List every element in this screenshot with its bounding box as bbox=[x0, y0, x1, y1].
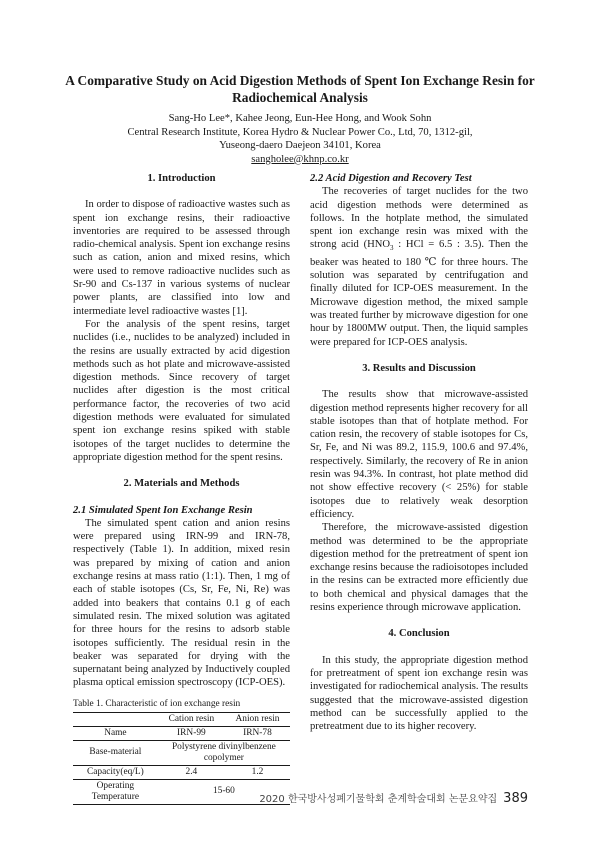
table-cell-base-material: Polystyrene divinylbenzene copolymer bbox=[158, 740, 290, 765]
table-header-blank bbox=[73, 712, 158, 726]
table-header-anion: Anion resin bbox=[225, 712, 290, 726]
table-cell-capacity-anion: 1.2 bbox=[225, 765, 290, 779]
table-cell-name-anion: IRN-78 bbox=[225, 726, 290, 740]
author-list: Sang-Ho Lee*, Kahee Jeong, Eun-Hee Hong, and Wook Sohn bbox=[168, 113, 432, 124]
table-row-label-temperature: Operating Temperature bbox=[73, 779, 158, 804]
results-paragraph-1: The results show that microwave-assisted digestion method represents higher recovery for all stable isotopes than that of hotplate method. For cation resin, the recovery of stable isotopes for Cs, Sr, Fe, and Ni was 89.2, 115.9, 100.6 and 97.4%, respectively. Similarly, the recovery of Re in anion resin was 94.3%. In contrast, hot plate method did not show effective recovery (< 25%) for stable isotopes due to relatively weak desorption efficiency. bbox=[310, 389, 528, 520]
page-footer bbox=[259, 790, 528, 806]
table-cell-temperature: 15-60 bbox=[158, 779, 290, 804]
intro-paragraph-1: In order to dispose of radioactive wastes such as spent ion exchange resins, their radioactive inventories are required to be assessed through radio-chemical analysis. Spent ion exchange resins such as cation, anion and mixed resins, which were used to remove radioactive nuclides such as Sr-90 and Cs-137 in various systems of nuclear power plants, are classified into low and intermediate level radioactive wastes [1]. bbox=[73, 199, 290, 317]
table-1-caption: Table 1. Characteristic of ion exchange resin bbox=[73, 698, 241, 709]
materials-paragraph-2 bbox=[310, 185, 528, 349]
table-cell-name-cation: IRN-99 bbox=[158, 726, 225, 740]
author-email[interactable]: sangholee@khnp.co.kr bbox=[251, 153, 349, 165]
table-row-label-capacity: Capacity(eq/L) bbox=[73, 765, 158, 779]
table-1 bbox=[73, 712, 290, 805]
conclusion-paragraph: In this study, the appropriate digestion method for pretreatment of spent ion exchange resin was investigated for radiochemical analysis. The results suggested that the microwave-assisted digestion method can be successfully applied to the pretreatment due to its higher recovery. bbox=[310, 654, 528, 733]
intro-paragraph-2: For the analysis of the spent resins, target nuclides (i.e., nuclides to be analyzed) included in the resins are usually extracted by acid digestion methods such as hot plate and microwave-assisted digestion methods. Since recovery of target nuclides after digestion is the most critical performance factor, the recoveries of two acid digestion methods were evaluated for simulated spent ion exchange resins spiked with stable isotopes of the target nuclides to determine the appropriate digestion method for the spent resins. bbox=[73, 318, 290, 463]
table-header-cation: Cation resin bbox=[158, 712, 225, 726]
affiliation-line-1: Central Research Institute, Korea Hydro & Nuclear Power Co., Ltd, 70, 1312-gil, bbox=[127, 126, 473, 138]
materials-paragraph-2-part-b: : HCl = 6.5 : 3.5). Then the beaker was heated to 180 ℃ for three hours. The solution was separated by centrifugation and finally diluted for ICP-OES measurement. In the Microwave digestion method, the mixed sample was treated further by microwave digestion for one hour by 1800MW output. Then, the liquid samples were prepared for ICP-OES analysis. bbox=[310, 239, 528, 348]
conclusion-heading: 4. Conclusion bbox=[388, 628, 450, 640]
subsection-2-1-heading: 2.1 Simulated Spent Ion Exchange Resin bbox=[73, 504, 253, 516]
materials-methods-heading: 2. Materials and Methods bbox=[123, 478, 240, 490]
subsection-2-2-heading: 2.2 Acid Digestion and Recovery Test bbox=[310, 173, 472, 184]
table-cell-capacity-cation: 2.4 bbox=[158, 765, 225, 779]
results-paragraph-2: Therefore, the microwave-assisted digestion method was determined to be the appropriate digestion method for the pretreatment of spent ion exchange resins because the radioisotopes included in the resins can be extracted more efficiently due to both chemical and physical damages that the resins experience through microwave application. bbox=[310, 522, 528, 614]
affiliation-line-2: Yuseong-daero Daejeon 34101, Korea bbox=[219, 140, 381, 152]
right-column bbox=[310, 172, 528, 733]
table-row-label-base: Base-material bbox=[73, 740, 158, 765]
materials-paragraph-2-part-a: The recoveries of target nuclides for the two acid digestion methods were determined as follows. In the hotplate method, the simulated spent ion exchange resin was mixed with the strong acid (HNO bbox=[310, 186, 528, 251]
materials-paragraph-1: The simulated spent cation and anion resins were prepared using IRN-99 and IRN-78, respectively (Table 1). In addition, mixed resin was prepared by mixing of cation and anion exchange resins at mass ratio (1:1). Then, 1 mg of each of stable isotopes (Cs, Sr, Fe, Ni, Re) was added into beakers that contains 0.1 g of each simulated resin. The mixed solution was agitated for three hours for the resins to adsorb stable isotopes sufficiently. The residual resin in the beaker was separated for drying with the supernatant being analyzed by Inductively coupled plasma optical emission spectroscopy (ICP-OES). bbox=[73, 517, 290, 689]
left-column bbox=[73, 172, 290, 805]
results-heading: 3. Results and Discussion bbox=[362, 362, 476, 374]
author-block bbox=[40, 112, 560, 166]
page-number: 389 bbox=[503, 791, 528, 806]
table-row-label-name: Name bbox=[73, 726, 158, 740]
paper-title: A Comparative Study on Acid Digestion Methods of Spent Ion Exchange Resin for Radiochemical Analysis bbox=[65, 73, 535, 105]
intro-heading: 1. Introduction bbox=[147, 173, 216, 184]
proceedings-title: 2020 한국방사성폐기물학회 춘계학술대회 논문요약집 bbox=[259, 794, 498, 805]
subscript-3: 3 bbox=[390, 244, 394, 253]
